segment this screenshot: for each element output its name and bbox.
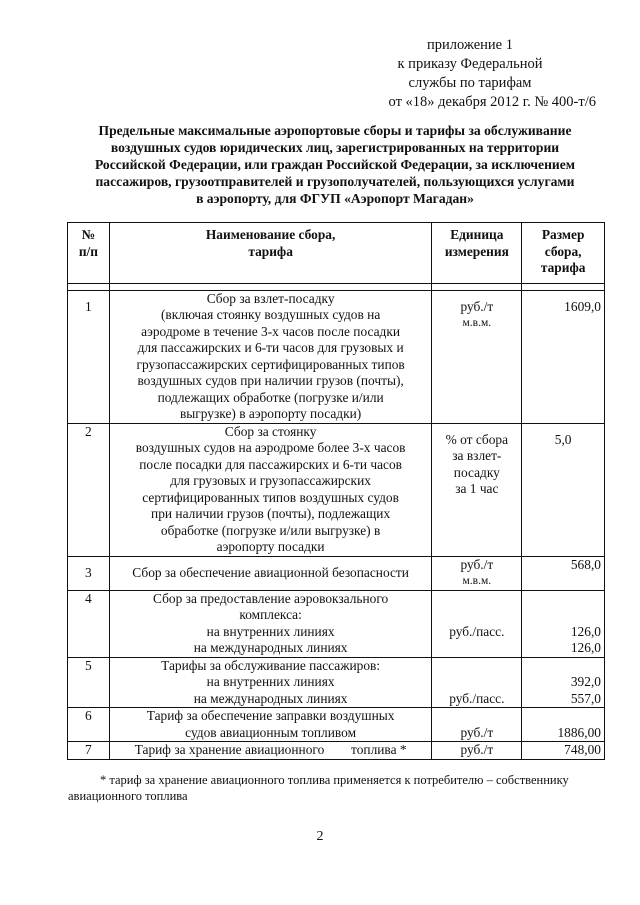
row-name-line: аэропорту посадки — [216, 539, 325, 554]
header-value-line: Размер — [541, 227, 585, 242]
row-name-line: на международных линиях — [193, 640, 348, 655]
row-value — [522, 290, 605, 423]
row-unit-line: руб./т — [460, 724, 494, 740]
row-number — [68, 742, 110, 760]
header-number-line: № — [81, 227, 96, 242]
page-number: 2 — [316, 829, 324, 844]
row-name-line: воздушных судов при наличии грузов (почты), — [137, 373, 404, 388]
table-row — [68, 590, 605, 657]
row-unit-line: м.в.м. — [462, 317, 492, 329]
table-row — [68, 556, 605, 590]
row-value-line: 126,0 — [570, 640, 601, 655]
header-number-line: п/п — [78, 243, 98, 259]
row-unit — [432, 290, 522, 423]
row-name-line: Тариф за хранение авиационного топлива * — [134, 742, 407, 757]
row-unit — [432, 423, 522, 556]
row-number-text: 2 — [85, 423, 92, 439]
title-line: Предельные максимальные аэропортовые сборы и тарифы за обслуживание — [98, 123, 572, 138]
row-unit-line: посадку — [453, 464, 500, 480]
header-number — [68, 223, 110, 284]
row-value-line — [525, 607, 601, 624]
row-value — [522, 742, 605, 760]
appendix-line: приложение 1 — [427, 37, 513, 53]
title-line: воздушных судов юридических лиц, зарегистрированных на территории — [110, 140, 560, 155]
title-line: пассажиров, грузоотправителей и грузополучателей, пользующихся услугами — [95, 174, 575, 189]
row-unit-line: м.в.м. — [462, 575, 492, 587]
row-name-line: после посадки для пассажирских и 6-ти часов — [139, 456, 402, 472]
row-number-text: 7 — [85, 742, 92, 757]
row-number — [68, 290, 110, 423]
appendix-order-date: от «18» декабря 2012 г. № 400-т/6 — [388, 94, 596, 110]
row-name-line: воздушных судов на аэродроме более 3-х часов — [135, 440, 406, 455]
row-name-line: выгрузке) в аэропорту посадки) — [179, 406, 362, 421]
row-name-line: обработке (погрузке и/или выгрузке) в — [160, 522, 381, 538]
row-name-line: судов авиационным топливом — [185, 724, 357, 740]
row-value-line: 568,0 — [570, 556, 601, 572]
row-unit-line: за 1 час — [455, 481, 499, 496]
row-name-line: сертифицированных типов воздушных судов — [142, 489, 399, 505]
row-name-line: аэродроме в течение 3-х часов после посадки — [141, 323, 401, 339]
footnote-line: авиационного топлива — [68, 789, 188, 803]
row-value-line: 557,0 — [570, 690, 601, 706]
row-unit — [432, 742, 522, 760]
footnote — [68, 772, 628, 804]
table-row — [68, 657, 605, 708]
row-number — [68, 590, 110, 657]
row-unit — [432, 590, 522, 657]
table-row — [68, 290, 605, 423]
header-value — [522, 223, 605, 284]
footnote-line: * тариф за хранение авиационного топлива применяется к потребителю – собственнику — [100, 773, 569, 787]
header-unit-line: измерения — [444, 243, 509, 259]
row-value-line: 748,00 — [564, 742, 601, 757]
document-title — [60, 122, 610, 207]
table-row — [68, 742, 605, 760]
row-number-text: 1 — [85, 298, 92, 314]
header-value-line: сбора, — [544, 243, 582, 259]
row-value — [522, 708, 605, 742]
row-number-text: 6 — [85, 708, 92, 723]
row-name-line: (включая стоянку воздушных судов на — [160, 307, 381, 322]
row-value — [522, 657, 605, 708]
row-number — [68, 708, 110, 742]
row-number — [68, 556, 110, 590]
row-unit-line — [435, 708, 518, 725]
row-value-line: 1609,0 — [564, 298, 601, 314]
row-name-line: Тариф за обеспечение заправки воздушных — [146, 708, 395, 723]
header-unit — [432, 223, 522, 284]
row-number-text: 4 — [85, 590, 92, 606]
row-name — [109, 657, 432, 708]
header-value-line: тарифа — [540, 260, 586, 275]
row-value-line: 392,0 — [570, 674, 601, 689]
row-unit-line: руб./т — [460, 556, 494, 572]
row-name-line: для пассажирских и 6-ти часов для грузовых и — [137, 340, 404, 355]
row-name-line: для грузовых и грузопассажирских — [170, 473, 371, 488]
row-name — [109, 556, 432, 590]
header-name — [109, 223, 432, 284]
row-name-line: на международных линиях — [193, 690, 348, 706]
row-unit-line: руб./пасс. — [449, 623, 505, 639]
header-name-line: тарифа — [248, 243, 293, 259]
row-number-text: 3 — [85, 564, 92, 580]
table-header-row — [68, 223, 605, 284]
title-line: в аэропорту, для ФГУП «Аэропорт Магадан» — [196, 191, 474, 206]
row-name-line: подлежащих обработке (погрузке и/или — [157, 389, 384, 405]
row-unit-line — [435, 674, 518, 691]
row-unit-line: руб./пасс. — [449, 690, 505, 706]
header-gap-row — [68, 283, 605, 290]
row-value-line: 5,0 — [554, 431, 572, 447]
table-row — [68, 423, 605, 556]
row-name-line: Сбор за стоянку — [224, 423, 317, 439]
row-name-line: Сбор за взлет-посадку — [206, 290, 335, 306]
appendix-reference — [340, 36, 600, 112]
row-value-line: 126,0 — [570, 623, 601, 639]
row-value-line — [525, 658, 601, 675]
appendix-line: к приказу Федеральной — [397, 56, 543, 72]
row-name — [109, 590, 432, 657]
row-unit-line — [435, 658, 518, 675]
row-name — [109, 742, 432, 760]
row-unit — [432, 657, 522, 708]
row-number-text: 5 — [85, 657, 92, 673]
row-value — [522, 556, 605, 590]
row-name — [109, 708, 432, 742]
row-name-line: Сбор за предоставление аэровокзального — [153, 590, 389, 606]
row-name-line: на внутренних линиях — [206, 623, 335, 639]
row-name-line: на внутренних линиях — [206, 674, 335, 689]
tariffs-table — [67, 222, 605, 760]
row-value-line — [525, 708, 601, 725]
row-number — [68, 423, 110, 556]
row-name-line: Тарифы за обслуживание пассажиров: — [161, 657, 381, 673]
row-name-line: Сбор за обеспечение авиационной безопасности — [132, 564, 409, 580]
appendix-line: службы по тарифам — [408, 75, 532, 91]
row-unit — [432, 708, 522, 742]
row-unit-line — [435, 591, 518, 608]
row-value-line: 1886,00 — [557, 724, 601, 740]
row-unit — [432, 556, 522, 590]
row-value — [522, 423, 605, 556]
row-unit-line — [435, 607, 518, 624]
row-name-line: грузопассажирских сертифицированных типов — [136, 356, 405, 372]
title-line: Российской Федерации, или граждан Российской Федерации, за исключением — [94, 157, 576, 172]
row-unit-line: % от сбора — [445, 431, 509, 447]
row-unit-line: за взлет- — [452, 448, 502, 463]
row-name-line: при наличии грузов (почты), подлежащих — [151, 506, 391, 521]
row-number — [68, 657, 110, 708]
header-name-line: Наименование сбора, — [205, 227, 336, 242]
row-value — [522, 590, 605, 657]
table-row — [68, 708, 605, 742]
row-name — [109, 423, 432, 556]
row-unit-line — [435, 640, 518, 657]
row-unit-line: руб./т — [460, 742, 494, 757]
header-unit-line: Единица — [450, 227, 504, 242]
row-name-line: комплекса: — [239, 607, 302, 622]
row-name — [109, 290, 432, 423]
row-value-line — [525, 591, 601, 608]
row-unit-line: руб./т — [460, 298, 494, 314]
